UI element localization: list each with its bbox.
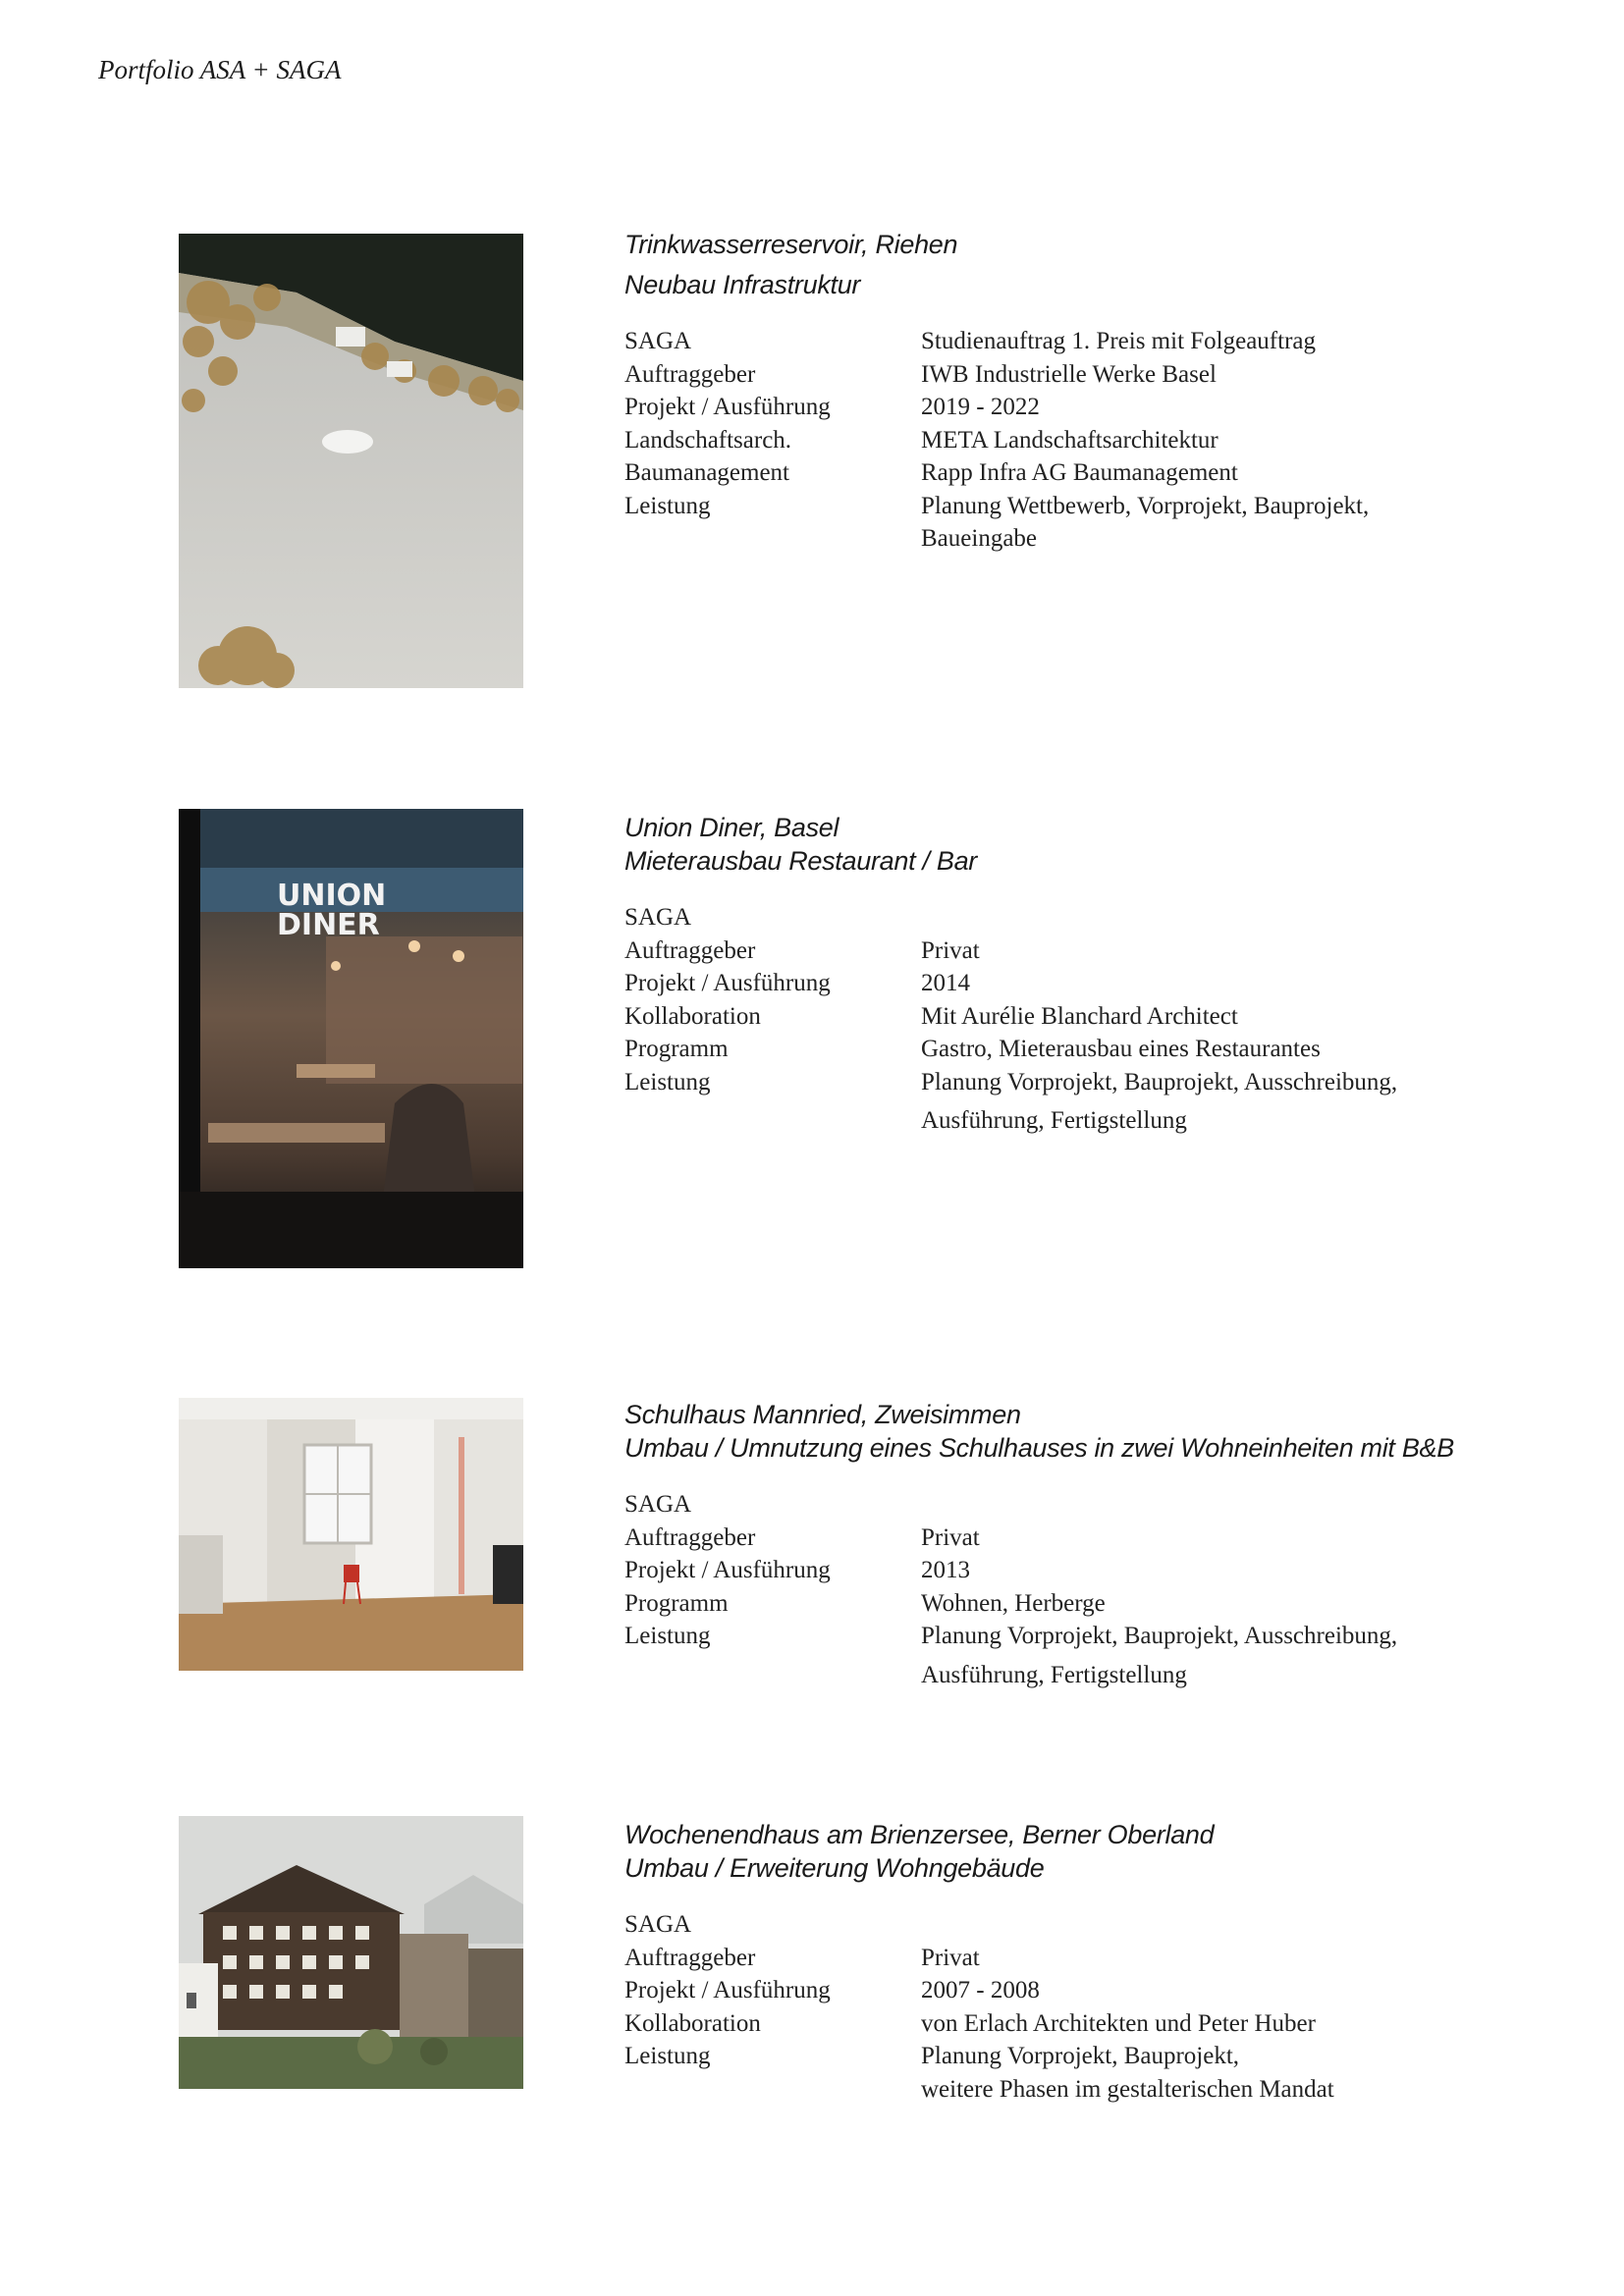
info-label: Kollaboration [624, 1002, 761, 1030]
info-row [624, 1000, 1567, 1034]
info-row-office [624, 1488, 1567, 1522]
info-row [624, 1033, 1567, 1066]
info-row [624, 1974, 1567, 2007]
info-row [624, 2007, 1567, 2041]
info-value: von Erlach Architekten und Peter Huber [921, 2009, 1316, 2037]
info-value: META Landschaftsarchitektur [921, 426, 1218, 454]
info-label: Auftraggeber [624, 360, 756, 388]
project-subtitle: Neubau Infrastruktur [624, 270, 861, 299]
project-info [624, 325, 1567, 556]
info-value [921, 1066, 1567, 1138]
info-value [921, 1488, 1567, 1522]
info-row [624, 1587, 1567, 1621]
info-label: SAGA [624, 1911, 692, 1938]
info-value [921, 2040, 1567, 2106]
project-photo-schoolhouse [179, 1398, 523, 1671]
info-row [624, 1522, 1567, 1555]
info-row [624, 1066, 1567, 1138]
info-value-line: Ausführung, Fertigstellung [921, 1661, 1187, 1688]
info-row-office [624, 325, 1567, 358]
info-label: Auftraggeber [624, 936, 756, 964]
project-info [624, 901, 1567, 1138]
info-row [624, 1942, 1567, 1975]
project-title: Wochenendhaus am Brienzersee, Berner Oberland [624, 1820, 1215, 1849]
info-label: Projekt / Ausführung [624, 1977, 831, 2003]
info-value: 2014 [921, 970, 970, 996]
info-value [921, 490, 1567, 556]
info-label: Programm [624, 1036, 729, 1062]
project-title: Trinkwasserreservoir, Riehen [624, 230, 958, 259]
info-label: Auftraggeber [624, 1523, 756, 1551]
project-photo-model [179, 234, 523, 688]
info-value: Privat [921, 1944, 980, 1971]
project-text [624, 228, 1567, 556]
info-value: 2019 - 2022 [921, 394, 1040, 420]
union-sign-text-2: DINER [277, 908, 380, 942]
project-title: Schulhaus Mannried, Zweisimmen [624, 1400, 1021, 1429]
info-row-office [624, 901, 1567, 934]
schoolhouse-photo-image [179, 1398, 523, 1671]
info-row [624, 934, 1567, 968]
project-text [624, 811, 1567, 1138]
info-label: Leistung [624, 1623, 711, 1649]
info-label: Programm [624, 1589, 729, 1617]
info-row [624, 2040, 1567, 2106]
project-subtitle: Umbau / Erweiterung Wohngebäude [624, 1853, 1045, 1883]
info-value-line: Planung Wettbewerb, Vorprojekt, Bauprojekt, [921, 492, 1370, 519]
info-label: Leistung [624, 2043, 711, 2069]
page-header: Portfolio ASA + SAGA [98, 55, 342, 84]
info-value: 2007 - 2008 [921, 1977, 1040, 2003]
project-photo-chalet [179, 1816, 523, 2089]
info-label: SAGA [624, 1491, 692, 1518]
project-subtitle: Mieterausbau Restaurant / Bar [624, 846, 977, 876]
info-label: Projekt / Ausführung [624, 394, 831, 420]
info-value-line: Baueingabe [921, 525, 1038, 552]
info-label: SAGA [624, 328, 692, 354]
info-row [624, 424, 1567, 457]
info-value [921, 1908, 1567, 1942]
info-value-line: Planung Vorprojekt, Bauprojekt, Ausschreibung, [921, 1068, 1398, 1095]
info-value: Studienauftrag 1. Preis mit Folgeauftrag [921, 328, 1317, 354]
info-label: Landschaftsarch. [624, 426, 792, 454]
project-photo-restaurant [179, 809, 523, 1268]
info-label: SAGA [624, 904, 692, 931]
info-label: Baumanagement [624, 459, 789, 486]
info-row-office [624, 1908, 1567, 1942]
project-text [624, 1818, 1567, 2106]
info-label: Leistung [624, 492, 711, 519]
project-title: Union Diner, Basel [624, 813, 839, 842]
model-photo-image [179, 234, 523, 688]
project-text [624, 1398, 1567, 1691]
info-value [921, 1620, 1567, 1691]
info-label: Auftraggeber [624, 1944, 756, 1971]
info-label: Leistung [624, 1068, 711, 1095]
info-value: IWB Industrielle Werke Basel [921, 360, 1217, 388]
info-label: Projekt / Ausführung [624, 970, 831, 996]
info-value: Wohnen, Herberge [921, 1589, 1106, 1617]
info-row [624, 391, 1567, 424]
info-label: Kollaboration [624, 2009, 761, 2037]
info-row [624, 456, 1567, 490]
info-value: Rapp Infra AG Baumanagement [921, 459, 1238, 486]
info-value: Privat [921, 1523, 980, 1551]
info-row [624, 1554, 1567, 1587]
info-label: Projekt / Ausführung [624, 1557, 831, 1583]
info-value: Gastro, Mieterausbau eines Restaurantes [921, 1036, 1321, 1062]
info-value: Privat [921, 936, 980, 964]
project-info [624, 1908, 1567, 2106]
chalet-photo-image [179, 1816, 523, 2089]
info-value-line: Planung Vorprojekt, Bauprojekt, Ausschreibung, [921, 1623, 1398, 1649]
info-value-line: Ausführung, Fertigstellung [921, 1107, 1187, 1134]
info-row [624, 490, 1567, 556]
project-subtitle: Umbau / Umnutzung eines Schulhauses in zwei Wohneinheiten mit B&B [624, 1433, 1454, 1463]
info-row [624, 1620, 1567, 1691]
info-value: Mit Aurélie Blanchard Architect [921, 1002, 1238, 1030]
union-sign-text-1: UNION [277, 879, 387, 913]
info-value-line: weitere Phasen im gestalterischen Mandat [921, 2075, 1334, 2103]
restaurant-photo-image [179, 809, 523, 1268]
info-value: 2013 [921, 1557, 970, 1583]
info-value [921, 901, 1567, 934]
project-info [624, 1488, 1567, 1691]
info-value-line: Planung Vorprojekt, Bauprojekt, [921, 2043, 1240, 2069]
info-row [624, 358, 1567, 392]
info-row [624, 967, 1567, 1000]
